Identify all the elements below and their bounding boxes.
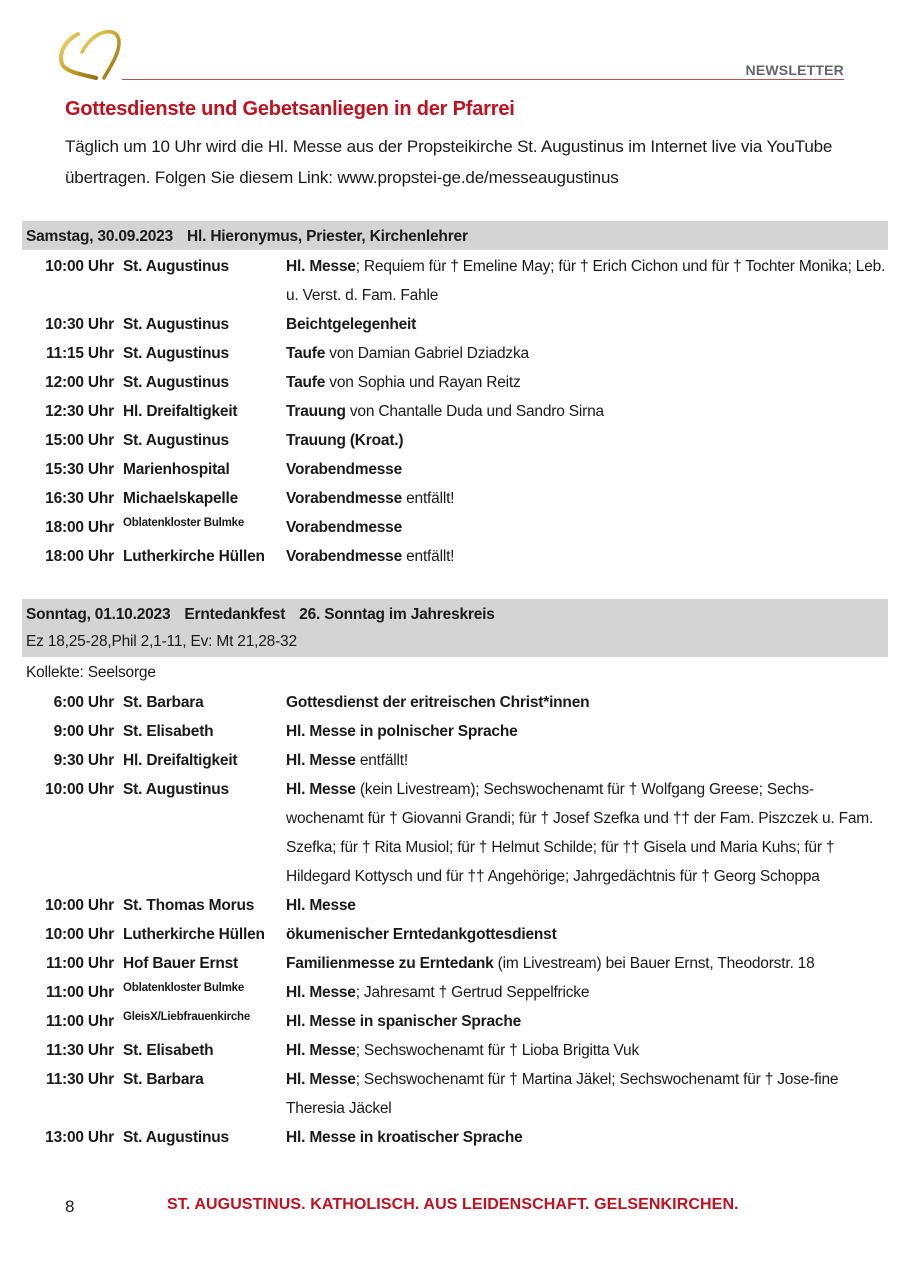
event-location: St. Elisabeth — [123, 1042, 214, 1059]
event-location: St. Elisabeth — [123, 723, 214, 740]
event-title: Vorabendmesse — [286, 461, 402, 478]
event-location: St. Augustinus — [123, 1129, 229, 1146]
event-description — [286, 1123, 888, 1152]
page-title: Gottesdienste und Gebetsanliegen in der Pfarrei — [65, 98, 515, 120]
event-details: ; Jahresamt † Gertrud Seppelfricke — [355, 984, 590, 1001]
event-time: 15:00 Uhr — [45, 432, 114, 449]
event-description — [286, 746, 888, 775]
event-row — [22, 513, 888, 542]
event-title: Hl. Messe — [286, 752, 356, 769]
event-row — [22, 455, 888, 484]
event-details: entfällt! — [355, 752, 408, 769]
event-time: 10:00 Uhr — [45, 781, 114, 798]
event-time: 16:30 Uhr — [45, 490, 114, 507]
event-time: 11:00 Uhr — [46, 1013, 114, 1030]
event-description — [286, 1065, 888, 1123]
event-row — [22, 717, 888, 746]
event-time: 9:30 Uhr — [53, 752, 114, 769]
event-details: von Sophia und Rayan Reitz — [325, 374, 521, 391]
event-location: St. Augustinus — [123, 432, 229, 449]
event-location: Lutherkirche Hüllen — [123, 926, 265, 943]
event-row — [22, 310, 888, 339]
event-row — [22, 252, 888, 310]
event-title: Taufe — [286, 345, 326, 362]
event-time: 10:00 Uhr — [45, 897, 114, 914]
event-location: Lutherkirche Hüllen — [123, 548, 265, 565]
event-title: Hl. Messe — [286, 781, 356, 798]
day-date: Sonntag, 01.10.2023 — [26, 606, 171, 623]
event-row — [22, 368, 888, 397]
event-description — [286, 891, 888, 920]
event-description — [286, 455, 888, 484]
event-description — [286, 368, 888, 397]
day-readings: Ez 18,25-28,Phil 2,1-11, Ev: Mt 21,28-32 — [26, 633, 297, 650]
event-description — [286, 978, 888, 1007]
event-row — [22, 542, 888, 571]
day-feast: Hl. Hieronymus, Priester, Kirchenlehrer — [187, 228, 468, 245]
event-title: Hl. Messe — [286, 1071, 356, 1088]
event-description — [286, 397, 888, 426]
event-details: (kein Livestream); Sechswochenamt für † Wolfgang Greese; Sechs-wochenamt für † Giovanni Grandi; für † Josef Szefka und †† der Fam. Piszczek u. Fam. Szefka; für † Rita Musiol; für † Helmut Schilde; für †† Gisela und Maria Kuhs; für † Hildegard Kottysch und für †† Angehörige; Jahrgedächtnis für † Georg Schoppa — [286, 781, 874, 885]
newsletter-label: NEWSLETTER — [745, 62, 844, 78]
event-location: St. Barbara — [123, 694, 204, 711]
event-description — [286, 426, 888, 455]
event-location: GleisX/Liebfrauenkirche — [123, 1011, 251, 1023]
event-title: Vorabendmesse — [286, 519, 402, 536]
event-description — [286, 252, 888, 310]
event-time: 18:00 Uhr — [45, 548, 114, 565]
event-title: Hl. Messe in polnischer Sprache — [286, 723, 518, 740]
event-location: Hof Bauer Ernst — [123, 955, 238, 972]
event-title: Hl. Messe — [286, 984, 356, 1001]
event-time: 13:00 Uhr — [45, 1129, 114, 1146]
event-details: (im Livestream) bei Bauer Ernst, Theodorstr. 18 — [493, 955, 815, 972]
event-title: Hl. Messe — [286, 258, 356, 275]
event-time: 6:00 Uhr — [53, 694, 114, 711]
day-feast-secondary: 26. Sonntag im Jahreskreis — [299, 606, 495, 623]
event-time: 9:00 Uhr — [53, 723, 114, 740]
event-location: St. Augustinus — [123, 374, 229, 391]
event-location: Oblatenkloster Bulmke — [123, 982, 245, 994]
event-row — [22, 426, 888, 455]
event-row — [22, 949, 888, 978]
day-date: Samstag, 30.09.2023 — [26, 228, 173, 245]
kollekte-note: Kollekte: Seelsorge — [26, 664, 156, 681]
event-description — [286, 688, 888, 717]
event-time: 12:00 Uhr — [45, 374, 114, 391]
event-row — [22, 397, 888, 426]
event-time: 11:00 Uhr — [46, 955, 114, 972]
event-details: entfällt! — [402, 548, 455, 565]
event-location: St. Barbara — [123, 1071, 204, 1088]
day-header-sunday — [22, 599, 888, 657]
event-time: 11:30 Uhr — [46, 1042, 114, 1059]
event-location: St. Augustinus — [123, 258, 229, 275]
event-row — [22, 484, 888, 513]
event-row — [22, 688, 888, 717]
event-description — [286, 717, 888, 746]
event-title: Hl. Messe — [286, 897, 356, 914]
event-title: Hl. Messe — [286, 1042, 356, 1059]
event-title: Gottesdienst der eritreischen Christ*innen — [286, 694, 590, 711]
event-location: Michaelskapelle — [123, 490, 239, 507]
event-row — [22, 920, 888, 949]
event-location: St. Augustinus — [123, 345, 229, 362]
event-time: 11:30 Uhr — [46, 1071, 114, 1088]
event-description — [286, 920, 888, 949]
event-time: 10:00 Uhr — [45, 926, 114, 943]
event-title: Vorabendmesse — [286, 548, 402, 565]
event-description — [286, 339, 888, 368]
event-title: Hl. Messe in kroatischer Sprache — [286, 1129, 523, 1146]
event-description — [286, 484, 888, 513]
event-time: 15:30 Uhr — [45, 461, 114, 478]
event-row — [22, 891, 888, 920]
event-description — [286, 1036, 888, 1065]
event-row — [22, 1007, 888, 1036]
event-title: ökumenischer Erntedankgottesdienst — [286, 926, 557, 943]
event-title: Familienmesse zu Erntedank — [286, 955, 494, 972]
event-location: St. Thomas Morus — [123, 897, 255, 914]
event-description — [286, 949, 888, 978]
event-time: 10:00 Uhr — [45, 258, 114, 275]
event-list-sunday — [22, 688, 888, 1152]
event-row — [22, 1065, 888, 1123]
event-details: von Damian Gabriel Dziadzka — [325, 345, 529, 362]
event-location: Hl. Dreifaltigkeit — [123, 403, 238, 420]
event-details: ; Sechswochenamt für † Martina Jäkel; Sechswochenamt für † Jose-fine Theresia Jäckel — [286, 1071, 839, 1117]
event-time: 18:00 Uhr — [45, 519, 114, 536]
event-title: Trauung — [286, 403, 346, 420]
event-description — [286, 513, 888, 542]
event-row — [22, 1123, 888, 1152]
event-details: entfällt! — [402, 490, 455, 507]
event-details: ; Requiem für † Emeline May; für † Erich Cichon und für † Tochter Monika; Leb. u. Verst. d. Fam. Fahle — [286, 258, 886, 304]
event-title: Trauung (Kroat.) — [286, 432, 404, 449]
event-title: Vorabendmesse — [286, 490, 402, 507]
day-feast: Erntedankfest — [184, 606, 286, 623]
event-title: Taufe — [286, 374, 326, 391]
event-location: St. Augustinus — [123, 781, 229, 798]
event-row — [22, 746, 888, 775]
event-description — [286, 310, 888, 339]
intro-text: Täglich um 10 Uhr wird die Hl. Messe aus der Propsteikirche St. Augustinus im Internet live via YouTube übertragen. Folgen Sie diesem Link: www.propstei-ge.de/messeaugustinus — [65, 137, 833, 187]
event-description — [286, 775, 888, 891]
event-time: 11:15 Uhr — [46, 345, 114, 362]
event-location: Marienhospital — [123, 461, 230, 478]
header-rule — [122, 79, 844, 80]
event-row — [22, 978, 888, 1007]
event-title: Hl. Messe in spanischer Sprache — [286, 1013, 522, 1030]
event-details: von Chantalle Duda und Sandro Sirna — [345, 403, 604, 420]
event-location: Hl. Dreifaltigkeit — [123, 752, 238, 769]
gold-heart-logo — [56, 26, 126, 82]
event-time: 11:00 Uhr — [46, 984, 114, 1001]
event-row — [22, 775, 888, 891]
event-location: Oblatenkloster Bulmke — [123, 517, 245, 529]
event-title: Beichtgelegenheit — [286, 316, 417, 333]
event-description — [286, 1007, 888, 1036]
footer-slogan: ST. AUGUSTINUS. KATHOLISCH. AUS LEIDENSCHAFT. GELSENKIRCHEN. — [167, 1196, 739, 1213]
event-time: 10:30 Uhr — [45, 316, 114, 333]
event-description — [286, 542, 888, 571]
event-details: ; Sechswochenamt für † Lioba Brigitta Vuk — [355, 1042, 640, 1059]
page-number: 8 — [65, 1197, 75, 1216]
event-time: 12:30 Uhr — [45, 403, 114, 420]
event-row — [22, 1036, 888, 1065]
event-list-saturday — [22, 252, 888, 571]
day-header-saturday — [22, 221, 888, 250]
event-location: St. Augustinus — [123, 316, 229, 333]
event-row — [22, 339, 888, 368]
